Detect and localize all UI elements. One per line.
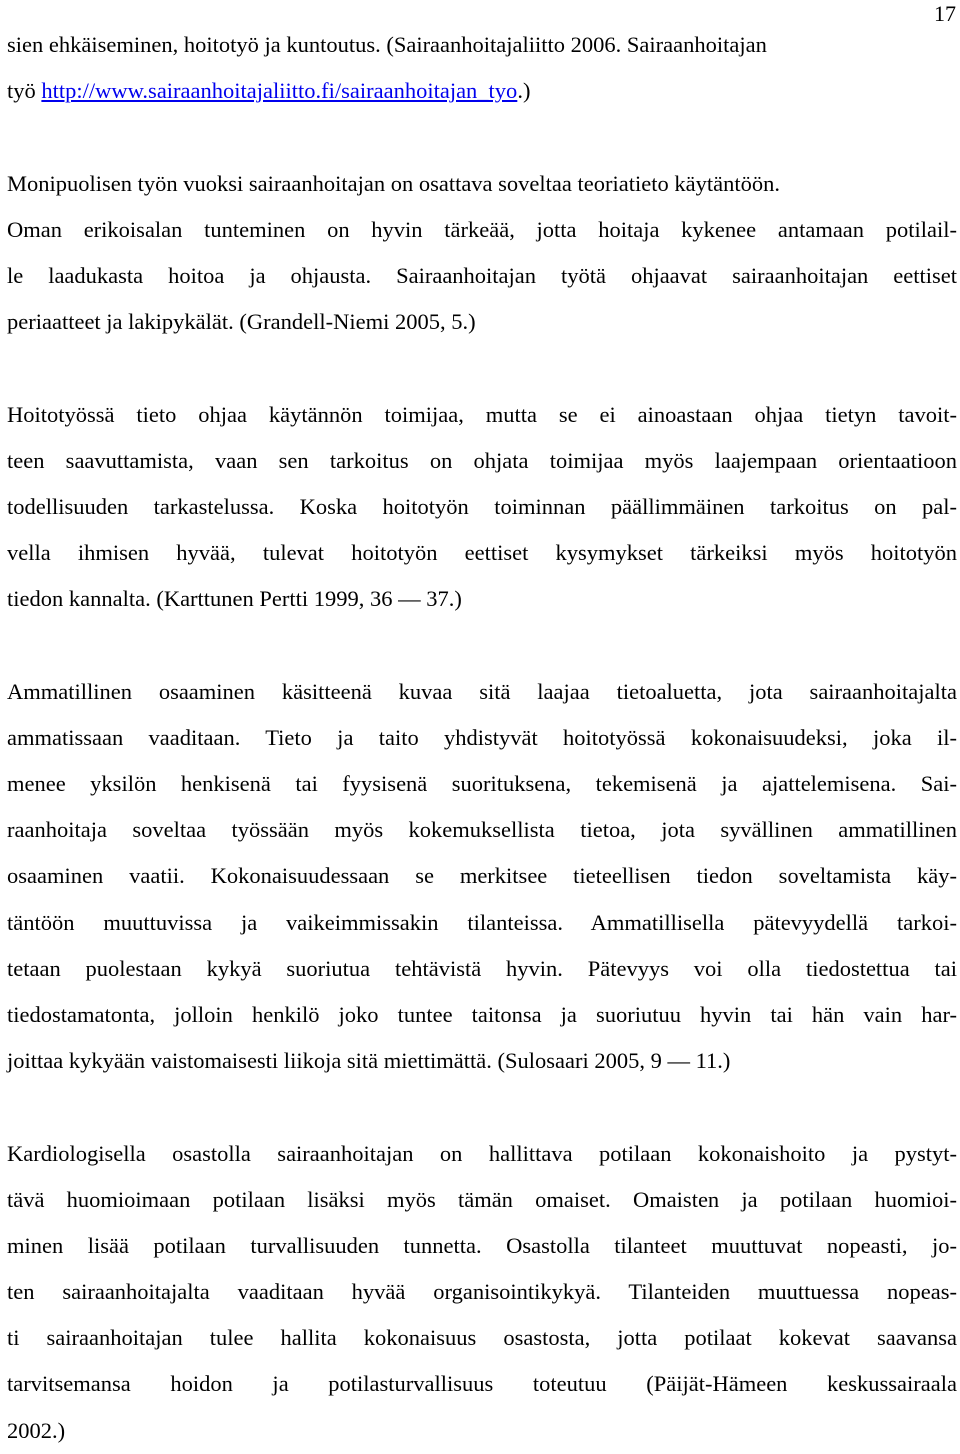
text-line: todellisuuden tarkastelussa. Koska hoitotyön toiminnan päällimmäinen tarkoitus on pal-	[7, 493, 957, 519]
text-line: joittaa kykyään vaistomaisesti liikoja sitä miettimättä. (Sulosaari 2005, 9 — 11.)	[7, 1048, 731, 1074]
paragraph-gap	[7, 345, 957, 391]
paragraph	[7, 392, 957, 623]
text-line: raanhoitaja soveltaa työssään myös kokemuksellista tietoa, jota syvällinen ammatillinen	[7, 817, 957, 843]
text-line: periaatteet ja lakipykälät. (Grandell-Niemi 2005, 5.)	[7, 309, 476, 335]
text-line: Kardiologisella osastolla sairaanhoitajan on hallittava potilaan kokonaishoito ja pystyt-	[7, 1140, 957, 1166]
text-line: ti sairaanhoitajan tulee hallita kokonaisuus osastosta, jotta potilaat kokevat saavansa	[7, 1325, 957, 1351]
text-fragment: työ	[7, 78, 42, 104]
text-line: osaaminen vaatii. Kokonaisuudessaan se merkitsee tieteellisen tiedon soveltamista käy-	[7, 863, 957, 889]
text-line: 2002.)	[7, 1417, 66, 1443]
text-line: ammatissaan vaaditaan. Tieto ja taito yhdistyvät hoitotyössä kokonaisuudeksi, joka il-	[7, 724, 957, 750]
text-fragment: .)	[517, 78, 531, 104]
paragraph-gap	[7, 622, 957, 668]
page-number: 17	[934, 1, 956, 26]
text-line: tarvitsemansa hoidon ja potilasturvallisuus toteutuu (Päijät-Hämeen keskussairaala	[7, 1371, 957, 1397]
text-line: minen lisää potilaan turvallisuuden tunnetta. Osastolla tilanteet muuttuvat nopeasti, jo-	[7, 1232, 957, 1258]
paragraph	[7, 161, 957, 346]
text-line: Hoitotyössä tieto ohjaa käytännön toimijaa, mutta se ei ainoastaan ohjaa tietyn tavoit-	[7, 401, 957, 427]
text-line: tiedon kannalta. (Karttunen Pertti 1999, 36 — 37.)	[7, 586, 462, 612]
paragraph-gap	[7, 1084, 957, 1130]
paragraph	[7, 669, 957, 1085]
sairaanhoitajaliitto-link[interactable]: http://www.sairaanhoitajaliitto.fi/sairaanhoitajan_tyo	[41, 78, 518, 104]
document-body	[7, 22, 957, 1454]
text-line: Ammatillinen osaaminen käsitteenä kuvaa sitä laajaa tietoaluetta, jota sairaanhoitajalta	[7, 678, 957, 704]
text-line: ten sairaanhoitajalta vaaditaan hyvää organisointikykyä. Tilanteiden muuttuessa nopeas-	[7, 1279, 957, 1305]
text-line: tiedostamatonta, jolloin henkilö joko tuntee taitonsa ja suoriutuu hyvin tai hän vain har-	[7, 1001, 957, 1027]
paragraph	[7, 1131, 957, 1454]
text-line: vella ihmisen hyvää, tulevat hoitotyön eettiset kysymykset tärkeiksi myös hoitotyön	[7, 540, 957, 566]
text-line: teen saavuttamista, vaan sen tarkoitus on ohjata toimijaa myös laajempaan orientaatioon	[7, 447, 957, 473]
paragraph	[7, 22, 957, 114]
text-line: le laadukasta hoitoa ja ohjausta. Sairaanhoitajan työtä ohjaavat sairaanhoitajan eettiset	[7, 262, 957, 288]
text-line: Oman erikoisalan tunteminen on hyvin tärkeää, jotta hoitaja kykenee antamaan potilail-	[7, 216, 957, 242]
paragraph-gap	[7, 114, 957, 160]
text-line: tetaan puolestaan kykyä suoriutua tehtävistä hyvin. Pätevyys voi olla tiedostettua tai	[7, 955, 957, 981]
text-line: tävä huomioimaan potilaan lisäksi myös tämän omaiset. Omaisten ja potilaan huomioi-	[7, 1186, 957, 1212]
text-line	[7, 68, 957, 114]
text-line: menee yksilön henkisenä tai fyysisenä suorituksena, tekemisenä ja ajattelemisena. Sai-	[7, 771, 957, 796]
text-line: täntöön muuttuvissa ja vaikeimmissakin tilanteissa. Ammatillisella pätevyydellä tarkoi-	[7, 909, 957, 935]
text-line: Monipuolisen työn vuoksi sairaanhoitajan on osattava soveltaa teoriatieto käytäntöön.	[7, 170, 780, 196]
text-line: sien ehkäiseminen, hoitotyö ja kuntoutus. (Sairaanhoitajaliitto 2006. Sairaanhoitajan	[7, 32, 767, 57]
